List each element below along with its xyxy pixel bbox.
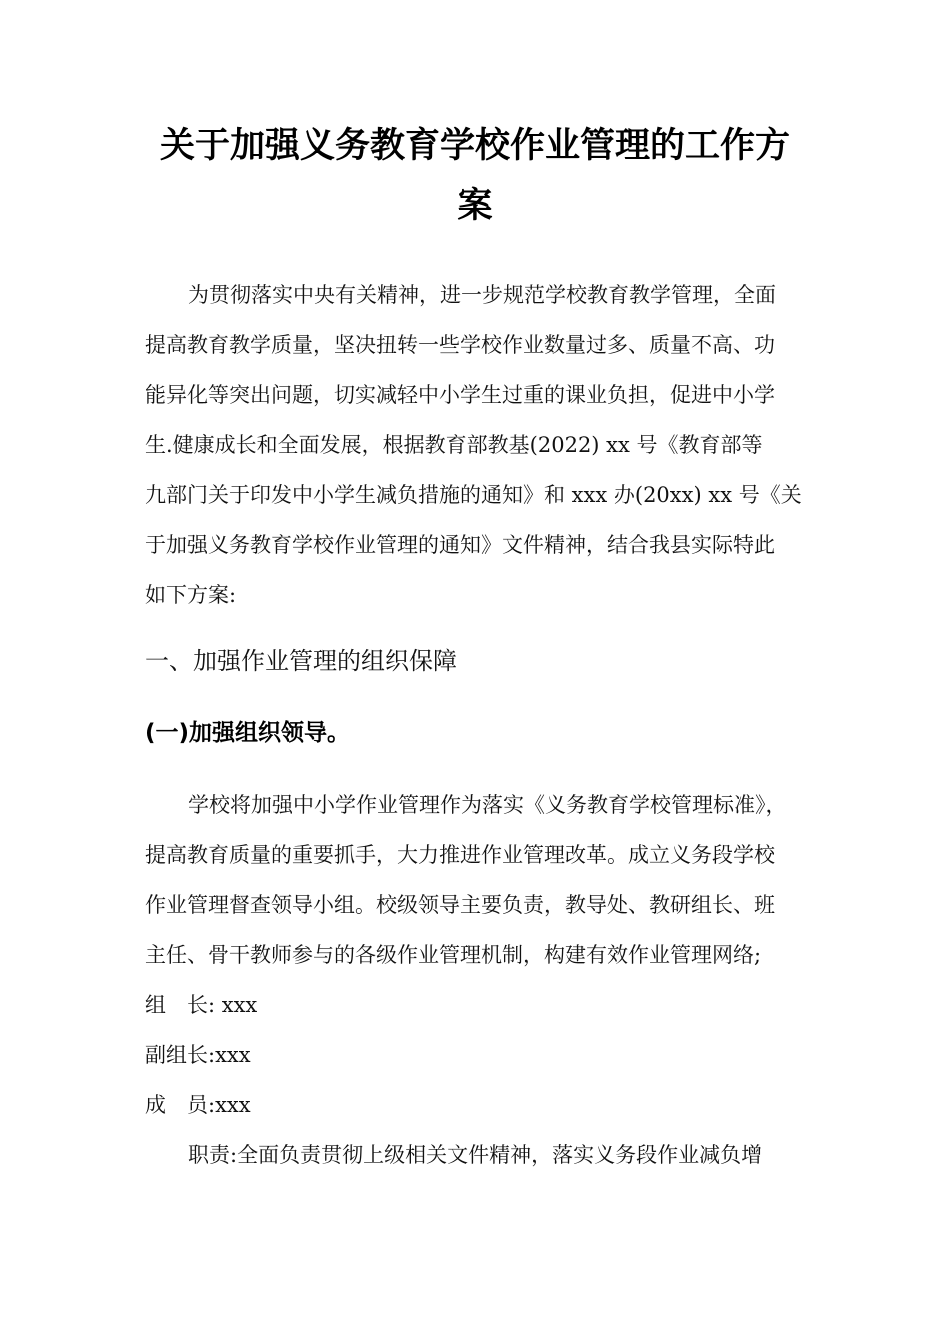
intro-paragraph-line: 为贯彻落实中央有关精神，进一步规范学校教育教学管理，全面 — [188, 283, 776, 307]
intro-paragraph-line: 九部门关于印发中小学生减负措施的通知》和 xxx 办(20xx) xx 号《关 — [145, 483, 802, 507]
body-paragraph-line: 主任、骨干教师参与的各级作业管理机制，构建有效作业管理网络; — [145, 943, 762, 967]
member-deputy-leader: 副组长:xxx — [145, 1043, 251, 1067]
body-paragraph-line: 提高教育质量的重要抓手，大力推进作业管理改革。成立义务段学校 — [145, 843, 775, 867]
body-paragraph-line: 学校将加强中小学作业管理作为落实《义务教育学校管理标准》， — [188, 793, 787, 817]
duty-paragraph-line: 职责:全面负责贯彻上级相关文件精神，落实义务段作业减负增 — [188, 1143, 763, 1167]
document-title-line-2: 案 — [457, 186, 493, 226]
intro-paragraph-line: 能异化等突出问题，切实减轻中小学生过重的课业负担，促进中小学 — [145, 383, 775, 407]
body-paragraph-line: 作业管理督查领导小组。校级领导主要负责，教导处、教研组长、班 — [145, 893, 775, 917]
subsection-heading: (一)加强组织领导。 — [145, 720, 351, 746]
section-heading: 一、加强作业管理的组织保障 — [145, 647, 457, 675]
intro-paragraph-line: 如下方案: — [145, 583, 237, 607]
document-title-line-1: 关于加强义务教育学校作业管理的工作方 — [159, 126, 790, 166]
intro-paragraph-line: 于加强义务教育学校作业管理的通知》文件精神，结合我县实际特此 — [145, 533, 775, 557]
member-leader: 组 长: xxx — [145, 993, 258, 1017]
intro-paragraph-line: 生.健康成长和全面发展，根据教育部教基(2022) xx 号《教育部等 — [145, 433, 763, 457]
member-members: 成 员:xxx — [145, 1093, 251, 1117]
intro-paragraph-line: 提高教育教学质量，坚决扭转一些学校作业数量过多、质量不高、功 — [145, 333, 775, 357]
